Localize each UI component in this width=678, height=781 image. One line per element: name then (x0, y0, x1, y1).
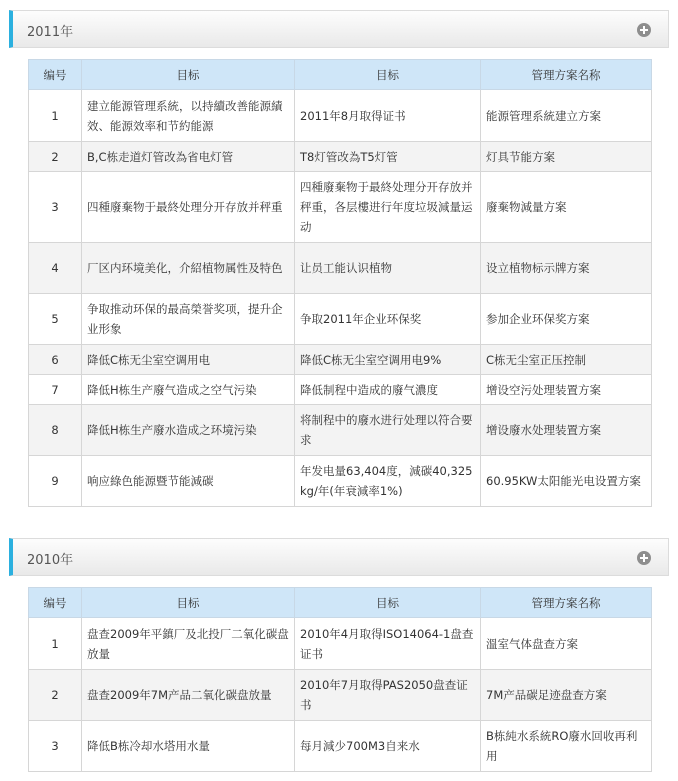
col-header-plan-name: 管理方案名称 (481, 60, 652, 90)
section-title: 2010年 (27, 553, 74, 568)
cell-plan-name: C栋无尘室正压控制 (481, 345, 652, 375)
cell-target-2: 让员工能认识植物 (295, 243, 481, 294)
col-header-target-2: 目标 (295, 60, 481, 90)
cell-target: 争取推动环保的最高榮誉奖项，提升企业形象 (82, 294, 295, 345)
cell-plan-name: 能源管理系統建立方案 (481, 90, 652, 142)
cell-plan-name: 灯具节能方案 (481, 142, 652, 172)
cell-target: 降低B栋冷却水塔用水量 (82, 721, 295, 772)
cell-plan-name: 设立植物标示牌方案 (481, 243, 652, 294)
table-row (29, 172, 652, 243)
cell-target-2: 四種廢棄物于最終处理分开存放并秤重，各层樓进行年度垃圾減量运动 (295, 172, 481, 243)
cell-plan-name: B栋純水系統RO廢水回收再利用 (481, 721, 652, 772)
cell-target: 响应綠色能源暨节能減碳 (82, 456, 295, 507)
cell-number: 2 (29, 670, 82, 721)
cell-target-2: 每月減少700M3自来水 (295, 721, 481, 772)
cell-plan-name: 增设廢水处理装置方案 (481, 405, 652, 456)
cell-plan-name: 7M产品碳足迹盘查方案 (481, 670, 652, 721)
table-row (29, 294, 652, 345)
table-header-row (29, 60, 652, 90)
cell-target-2: 2011年8月取得证书 (295, 90, 481, 142)
cell-target: B,C栋走道灯管改為省电灯管 (82, 142, 295, 172)
cell-target: 建立能源管理系統，以持續改善能源績效、能源效率和节約能源 (82, 90, 295, 142)
col-header-plan-name: 管理方案名称 (481, 588, 652, 618)
cell-number: 1 (29, 618, 82, 670)
cell-number: 3 (29, 172, 82, 243)
cell-target-2: 争取2011年企业环保奖 (295, 294, 481, 345)
col-header-target-2: 目标 (295, 588, 481, 618)
cell-number: 7 (29, 375, 82, 405)
cell-number: 8 (29, 405, 82, 456)
cell-target: 降低H栋生产廢水造成之环境污染 (82, 405, 295, 456)
cell-number: 9 (29, 456, 82, 507)
section-header-2011[interactable] (9, 10, 669, 48)
cell-target-2: 降低C栋无尘室空调用电9% (295, 345, 481, 375)
col-header-target: 目标 (82, 60, 295, 90)
cell-target: 厂区内环境美化，介紹植物属性及特色 (82, 243, 295, 294)
section-header-2010[interactable] (9, 538, 669, 576)
cell-plan-name: 溫室气体盘查方案 (481, 618, 652, 670)
cell-target: 降低C栋无尘室空调用电 (82, 345, 295, 375)
expand-plus-icon[interactable] (637, 23, 651, 37)
cell-number: 2 (29, 142, 82, 172)
col-header-number: 编号 (29, 60, 82, 90)
cell-target-2: T8灯管改為T5灯管 (295, 142, 481, 172)
cell-plan-name: 参加企业环保奖方案 (481, 294, 652, 345)
cell-number: 5 (29, 294, 82, 345)
cell-number: 3 (29, 721, 82, 772)
table-row (29, 456, 652, 507)
cell-target-2: 2010年7月取得PAS2050盘查证书 (295, 670, 481, 721)
cell-target-2: 年发电量63,404度，減碳40,325kg/年(年衰減率1%) (295, 456, 481, 507)
expand-plus-icon[interactable] (637, 551, 651, 565)
plan-table-2010 (28, 587, 652, 772)
cell-number: 4 (29, 243, 82, 294)
section-title: 2011年 (27, 25, 74, 40)
cell-target: 盘查2009年7M产品二氧化碳盘放量 (82, 670, 295, 721)
table-row (29, 405, 652, 456)
table-row (29, 670, 652, 721)
cell-plan-name: 廢棄物減量方案 (481, 172, 652, 243)
cell-target: 降低H栋生产廢气造成之空气污染 (82, 375, 295, 405)
cell-number: 6 (29, 345, 82, 375)
cell-number: 1 (29, 90, 82, 142)
cell-plan-name: 60.95KW太阳能光电设置方案 (481, 456, 652, 507)
cell-plan-name: 增设空污处理装置方案 (481, 375, 652, 405)
table-row (29, 243, 652, 294)
table-row (29, 721, 652, 772)
table-row (29, 375, 652, 405)
cell-target: 盘查2009年平鎮厂及北投厂二氧化碳盘放量 (82, 618, 295, 670)
table-row (29, 142, 652, 172)
col-header-number: 编号 (29, 588, 82, 618)
plan-table-2011 (28, 59, 652, 507)
table-row (29, 345, 652, 375)
cell-target: 四種廢棄物于最終处理分开存放并秤重 (82, 172, 295, 243)
cell-target-2: 降低制程中造成的廢气濃度 (295, 375, 481, 405)
col-header-target: 目标 (82, 588, 295, 618)
cell-target-2: 2010年4月取得ISO14064-1盘查证书 (295, 618, 481, 670)
table-row (29, 618, 652, 670)
table-header-row (29, 588, 652, 618)
table-row (29, 90, 652, 142)
cell-target-2: 将制程中的廢水进行处理以符合要求 (295, 405, 481, 456)
